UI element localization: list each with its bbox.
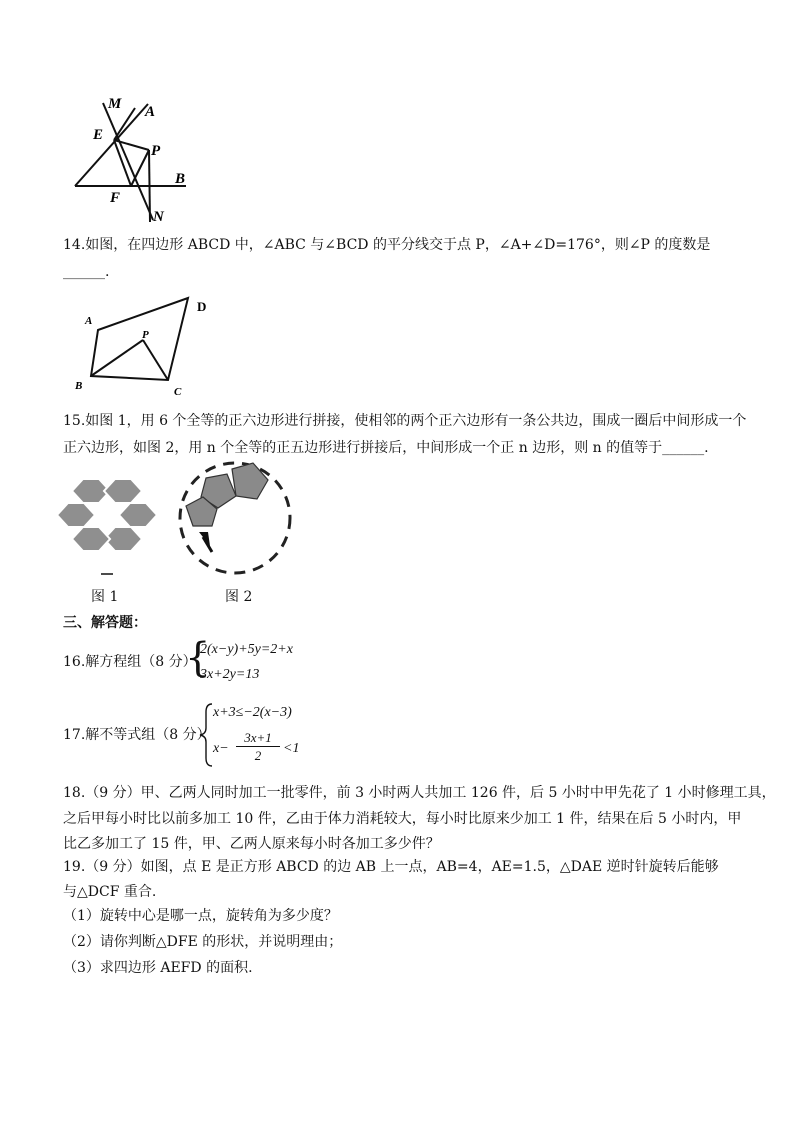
label-a: A [85,315,93,327]
q16-brace: { [185,635,211,681]
fig1-caption: 图 1 [91,589,119,605]
label-m: M [108,96,122,112]
label-c: C [174,386,182,398]
q14-line1: 14.如图，在四边形 ABCD 中，∠ABC 与∠BCD 的平分线交于点 P，∠A+∠D=176°，则∠P 的度数是 [63,237,711,253]
q17-ineq1: x+3≤−2(x−3) [213,705,292,720]
q19-sub2: （2）请你判断△DFE 的形状，并说明理由； [63,934,343,950]
fig2-caption: 图 2 [225,589,253,605]
q15-line2: 正六边形，如图 2，用 n 个全等的正五边形进行拼接后，中间形成一个正 n 边形，则 n 的值等于______. [63,440,709,456]
q17-numerator: 3x+1 [244,730,272,745]
label-f: F [110,190,121,206]
label-b: B [75,380,83,392]
q18-line2: 之后甲每小时比以前多加工 10 件，乙由于体力消耗较大，每小时比原来少加工 1 件，结果在后 5 小时内，甲 [63,811,742,827]
q19-sub3: （3）求四边形 AEFD 的面积. [63,960,253,976]
q17-fraction-bar [236,746,280,747]
q17-denominator: 2 [254,748,262,763]
q17-prefix: 17.解不等式组（8 分） [63,727,211,743]
label-a: A [145,104,156,120]
q19-line1: 19.（9 分）如图，点 E 是正方形 ABCD 的边 AB 上一点，AB=4，AE=1.5，△DAE 逆时针旋转后能够 [63,859,719,875]
q17-ineq2-right: <1 [283,741,300,756]
label-p: P [142,329,149,341]
q16-eq1: 2(x−y)+5y=2+x [200,642,293,657]
label-e: E [93,127,104,143]
q16-eq2: 3x+2y=13 [200,667,260,682]
q15-line1: 15.如图 1，用 6 个全等的正六边形进行拼接，使相邻的两个正六边形有一条公共边，围成一圈后中间形成一个 [63,413,747,429]
q18-line3: 比乙多加工了 15 件，甲、乙两人原来每小时各加工多少件？ [63,836,440,852]
label-n: N [153,209,164,225]
label-d: D [197,299,207,314]
label-b: B [175,171,186,187]
section-title: 三、解答题： [63,615,147,631]
q18-line1: 18.（9 分）甲、乙两人同时加工一批零件，前 3 小时两人共加工 126 件，后 5 小时中甲先花了 1 小时修理工具， [63,785,776,801]
q19-sub1: （1）旋转中心是哪一点，旋转角为多少度？ [63,908,338,924]
q17-ineq2-left: x− [213,741,229,756]
label-p: P [151,143,161,159]
q16-prefix: 16.解方程组（8 分） [63,654,197,670]
q14-answer-blank: ______. [63,264,110,280]
q19-line2: 与△DCF 重合. [63,884,157,900]
